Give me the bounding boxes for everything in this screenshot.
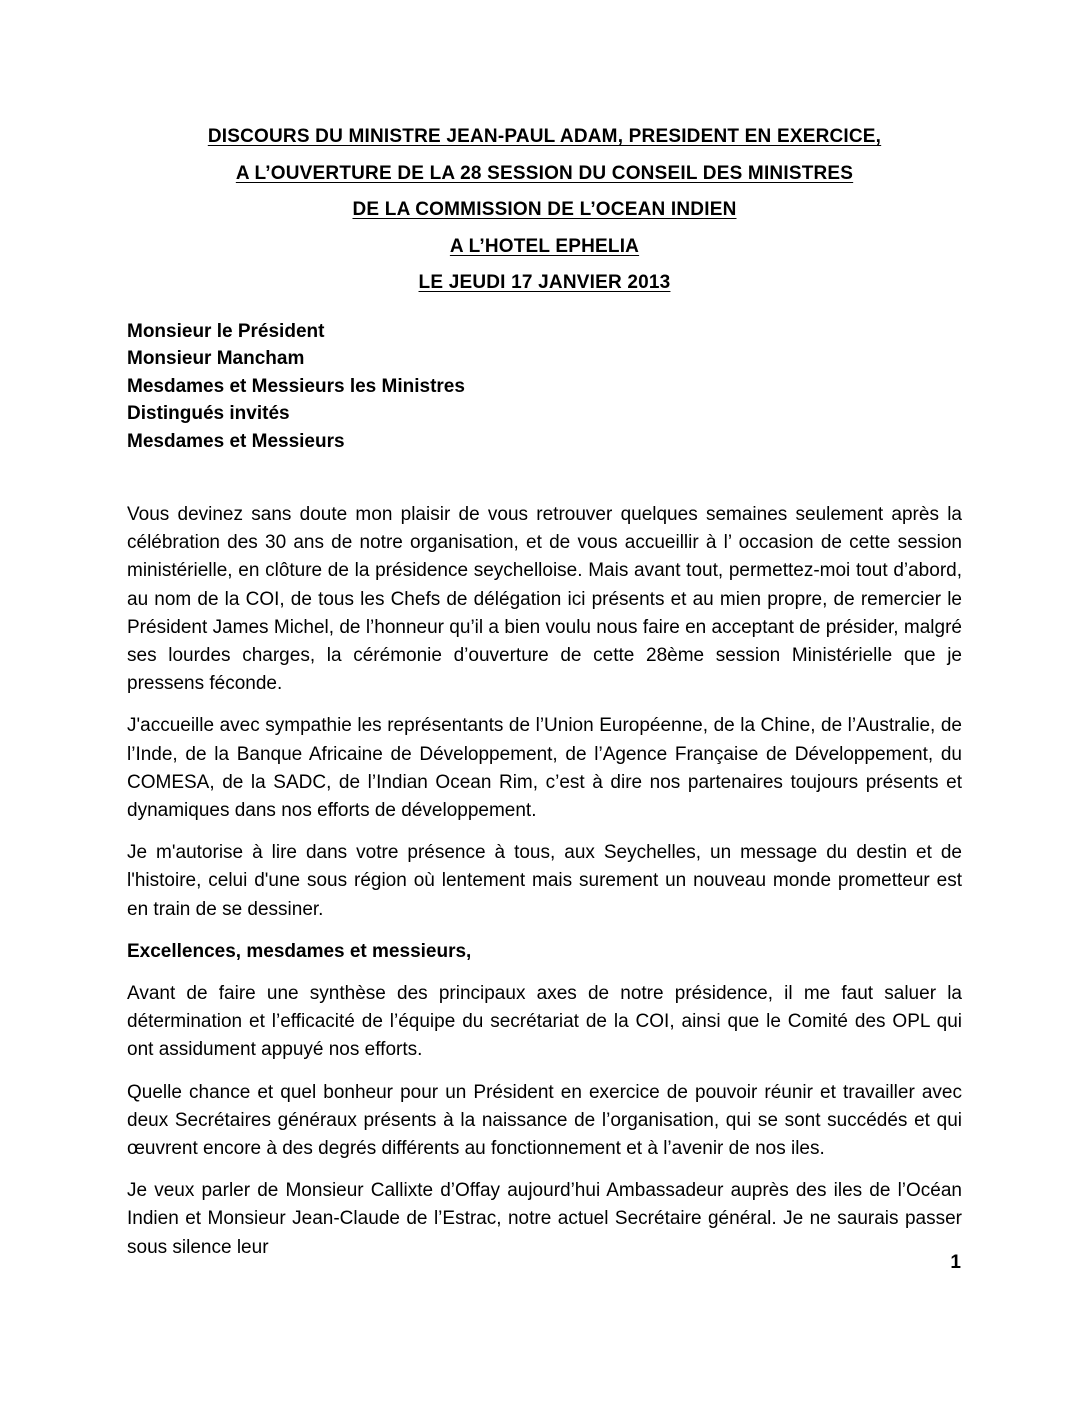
body-paragraph-2: J'accueille avec sympathie les représentants de l’Union Européenne, de la Chine, de l’Australie, de l’Inde, de la Banque Africaine de Développement, de l’Agence Française de Développement, du COMESA, de la SADC, de l’Indian Ocean Rim, c’est à dire nos partenaires toujours présents et dynamiques dans nos efforts de développement. bbox=[127, 715, 962, 822]
title-line-2: A L’OUVERTURE DE LA 28 SESSION DU CONSEIL DES MINISTRES bbox=[235, 162, 854, 184]
salutation-line-5: Mesdames et Messieurs bbox=[127, 430, 345, 452]
body-paragraph-1: Vous devinez sans doute mon plaisir de vous retrouver quelques semaines seulement après la célébration des 30 ans de notre organisation, et de vous accueillir à l’ occasion de cette session ministérielle, en clôture de la présidence seychelloise. Mais avant tout, permettez-moi tout d’abord, au nom de la COI, de tous les Chefs de délégation ici présents et au mien propre, de remercier le Président James Michel, de l’honneur qu’il a bien voulu nous faire en acceptant de présider, malgré ses lourdes charges, la cérémonie d’ouverture de cette 28ème session Ministérielle que je pressens féconde. bbox=[127, 504, 962, 695]
title-line-1: DISCOURS DU MINISTRE JEAN-PAUL ADAM, PRESIDENT EN EXERCICE, bbox=[207, 126, 882, 147]
salutation-line-1: Monsieur le Président bbox=[127, 320, 325, 342]
body-paragraph-4: Avant de faire une synthèse des principaux axes de notre présidence, il me faut saluer la détermination et l’efficacité de l’équipe du secrétariat de la COI, ainsi que le Comité des OPL qui ont assidument appuyé nos efforts. bbox=[127, 983, 962, 1061]
title-line-3: DE LA COMMISSION DE L’OCEAN INDIEN bbox=[352, 199, 737, 221]
body-subheading: Excellences, mesdames et messieurs, bbox=[127, 940, 472, 962]
page-number: 1 bbox=[950, 1252, 961, 1273]
salutation-block bbox=[127, 318, 962, 455]
salutation-line-3: Mesdames et Messieurs les Ministres bbox=[127, 375, 465, 397]
title-line-5: LE JEUDI 17 JANVIER 2013 bbox=[418, 272, 671, 294]
salutation-line-2: Monsieur Mancham bbox=[127, 348, 305, 370]
body-paragraph-3: Je m'autorise à lire dans votre présence à tous, aux Seychelles, un message du destin et de l'histoire, celui d'une sous région où lentement mais surement un nouveau monde prometteur est en train de se dessiner. bbox=[127, 842, 962, 920]
salutation-line-4: Distingués invités bbox=[127, 403, 290, 425]
title-line-4: A L’HOTEL EPHELIA bbox=[449, 235, 640, 257]
document-title bbox=[127, 119, 962, 302]
body-paragraph-6: Je veux parler de Monsieur Callixte d’Offay aujourd’hui Ambassadeur auprès des iles de l’Océan Indien et Monsieur Jean-Claude de l’Estrac, notre actuel Secrétaire général. Je ne saurais passer sous silence leur bbox=[127, 1180, 962, 1258]
body-paragraph-5: Quelle chance et quel bonheur pour un Président en exercice de pouvoir réunir et travailler avec deux Secrétaires généraux présents à la naissance de l’organisation, qui se sont succédés et qui œuvrent encore à des degrés différents au fonctionnement et à l’avenir de nos iles. bbox=[127, 1081, 962, 1160]
